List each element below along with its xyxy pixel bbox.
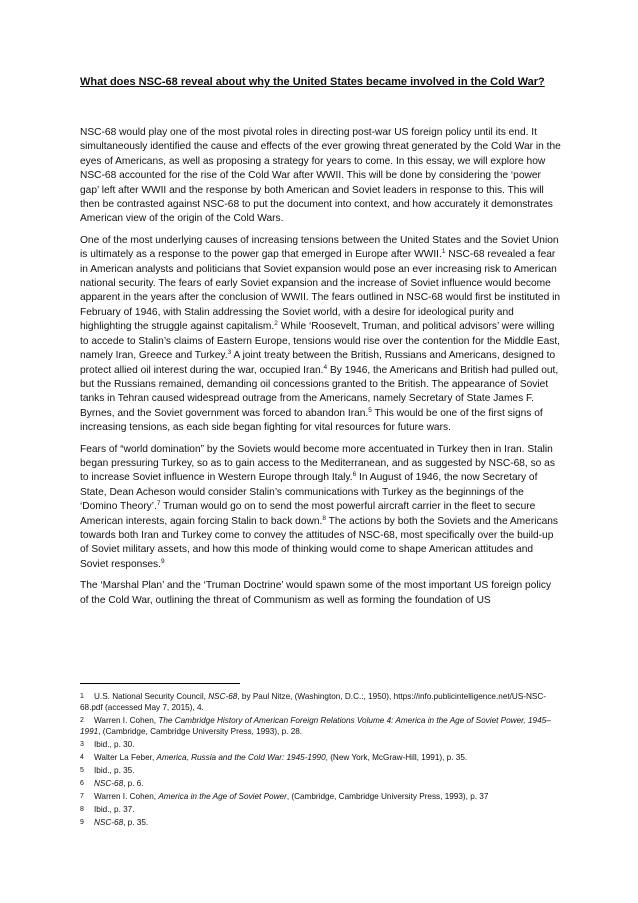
citation-text: Ibid., p. 37. [94,805,135,814]
citation-title: America in the Age of Soviet Power [158,792,287,801]
footnote-marker: 6 [352,471,357,479]
footnote-number: 7 [80,793,84,800]
paragraph-text: The actions by both the Soviets and the Americans towards both Iran and Turkey come to convey the attitudes of NSC-68, most specifically over the build-up of Soviet military assets, and how this mode of thinking would come to shape American attitudes and Soviet responses. [80,515,558,570]
body-paragraph [80,234,562,436]
citation-text: Warren I. Cohen, [94,792,159,801]
paragraph-text: In August of 1946, the now Secretary of State, Dean Acheson would consider Stalin’s communications with Turkey as the beginnings of the ‘Domino Theory’. [80,472,538,513]
footnote-number: 4 [80,754,84,761]
footnote-number: 1 [80,693,84,700]
footnote-marker: 9 [160,557,165,565]
body-paragraph [80,126,562,227]
footnote [80,804,562,815]
paragraph-text: This would be one of the first signs of increasing tensions, as each side began fighting for vital resources for future wars. [80,407,543,434]
footnote [80,752,562,763]
footnote-number: 5 [80,767,84,774]
citation-text: , by Paul Nitze, (Washington, D.C.:, 1950), https://info.publicintelligence.net/US-NSC-68.pdf (accessed May 7, 2015), 4. [80,692,547,712]
citation-title: NSC-68 [94,818,124,827]
paragraph-text: The ‘Marshal Plan’ and the ‘Truman Doctrine’ would spawn some of the most important US foreign policy of the Cold War, outlining the threat of Communism as well as forming the foundation of US [80,580,552,606]
footnote-number: 6 [80,780,84,787]
footnote [80,715,562,737]
footnote [80,817,562,828]
footnote [80,765,562,776]
citation-text: , (Cambridge, Cambridge University Press, 1993), p. 37 [286,792,489,801]
footnote-marker: 4 [323,363,328,371]
footnote-separator [80,683,240,684]
paragraph-text: By 1946, the Americans and British had pulled out, but the Russians remained, demanding oil concessions granted to the British. The appearance of Soviet tanks in Tehran caused widespread outrage from the Americans, namely Secretary of State James F. Byrnes, and the Soviet government was forced to abandon Iran. [80,364,559,419]
paragraph-text: A joint treaty between the British, Russians and Americans, designed to protect allied oil interest during the war, occupied Iran. [80,350,556,376]
footnote-marker: 3 [227,349,232,357]
citation-text: , (Cambridge, Cambridge University Press, 1993), p. 28. [98,727,303,736]
essay-title: What does NSC-68 reveal about why the United States became involved in the Cold War? [80,76,545,88]
paragraph-text: While ‘Roosevelt, Truman, and political advisors’ were willing to accede to Stalin’s claims of Eastern Europe, tensions would rise over the contention for the Middle East, namely Iran, Greece and Turkey. [80,321,561,362]
footnote-number: 8 [80,806,84,813]
footnote [80,691,562,713]
citation-text: , p. 35. [123,818,149,827]
citation-title: America, Russia and the Cold War: 1945-1990 [156,753,326,762]
citation-text: U.S. National Security Council, [94,692,209,701]
citation-text: Ibid., p. 30. [94,740,135,749]
paragraph-text: NSC-68 would play one of the most pivotal roles in directing post-war US foreign policy until its end. It simultaneously identified the cause and effects of the ever growing threat generated by the Cold War in the eyes of Americans, as well as proposing a strategy for years to come. In this essay, we will explore how NSC-68 accounted for the rise of the Cold War after WWII. This will be done by considering the ‘power gap’ left after WWII and the response by both American and Soviet leaders in response to this. This will then be contrasted against NSC-68 to put the document into context, and how accurately it demonstrates American view of the origin of the Cold Wars. [80,127,561,225]
citation-title: NSC-68 [94,779,124,788]
footnote-marker: 7 [156,500,161,508]
footnotes [80,691,562,830]
paragraph-text: Fears of “world domination” by the Soviets would become more accentuated in Turkey then in Iran. Stalin began pressuring Turkey, so as to gain access to the Mediterranean, and as suggested by NSC-68, so as to increase Soviet influence in Western Europe through Italy. [80,443,555,484]
footnote [80,739,562,750]
citation-text: Walter La Feber, [94,753,157,762]
citation-title: The Cambridge History of American Foreign Relations Volume 4: America in the Age of Soviet Power, 1945–1991 [80,716,551,736]
citation-text: Ibid., p. 35. [94,766,135,775]
citation-text: Warren I. Cohen, [94,716,159,725]
footnote-marker: 1 [441,248,446,256]
paragraph-text: One of the most underlying causes of increasing tensions between the United States and the Soviet Union is ultimately as a response to the power gap that emerged in Europe after WWII. [80,234,559,261]
citation-title: NSC-68 [208,692,238,701]
essay-body [80,126,562,615]
citation-text: , p. 6. [123,779,144,788]
footnote-marker: 5 [368,406,372,414]
body-paragraph [80,579,562,608]
body-paragraph [80,443,562,573]
footnote-marker: 8 [322,514,326,522]
citation-text: , (New York, McGraw-Hill, 1991), p. 35. [325,753,468,762]
paragraph-text: NSC-68 revealed a fear in American analysts and politicians that Soviet expansion would pose an ever increasing risk to American national security. The fears of early Soviet expansion and the increase of Soviet influence would become apparent in the years after the conclusion of WWII. The fears outlined in NSC-68 would first be instituted in February of 1946, with Stalin addressing the Soviet world, with a desire for ideological purity and highlighting the struggle against capitalism. [80,249,561,333]
footnote-number: 9 [80,819,84,826]
footnote-number: 3 [80,741,84,748]
paragraph-text: Truman would go on to send the most powerful aircraft carrier in the fleet to secure American interests, again forcing Stalin to back down. [80,501,536,527]
footnote [80,778,562,789]
footnote-marker: 2 [274,320,278,328]
footnote [80,791,562,802]
footnote-number: 2 [80,717,84,724]
